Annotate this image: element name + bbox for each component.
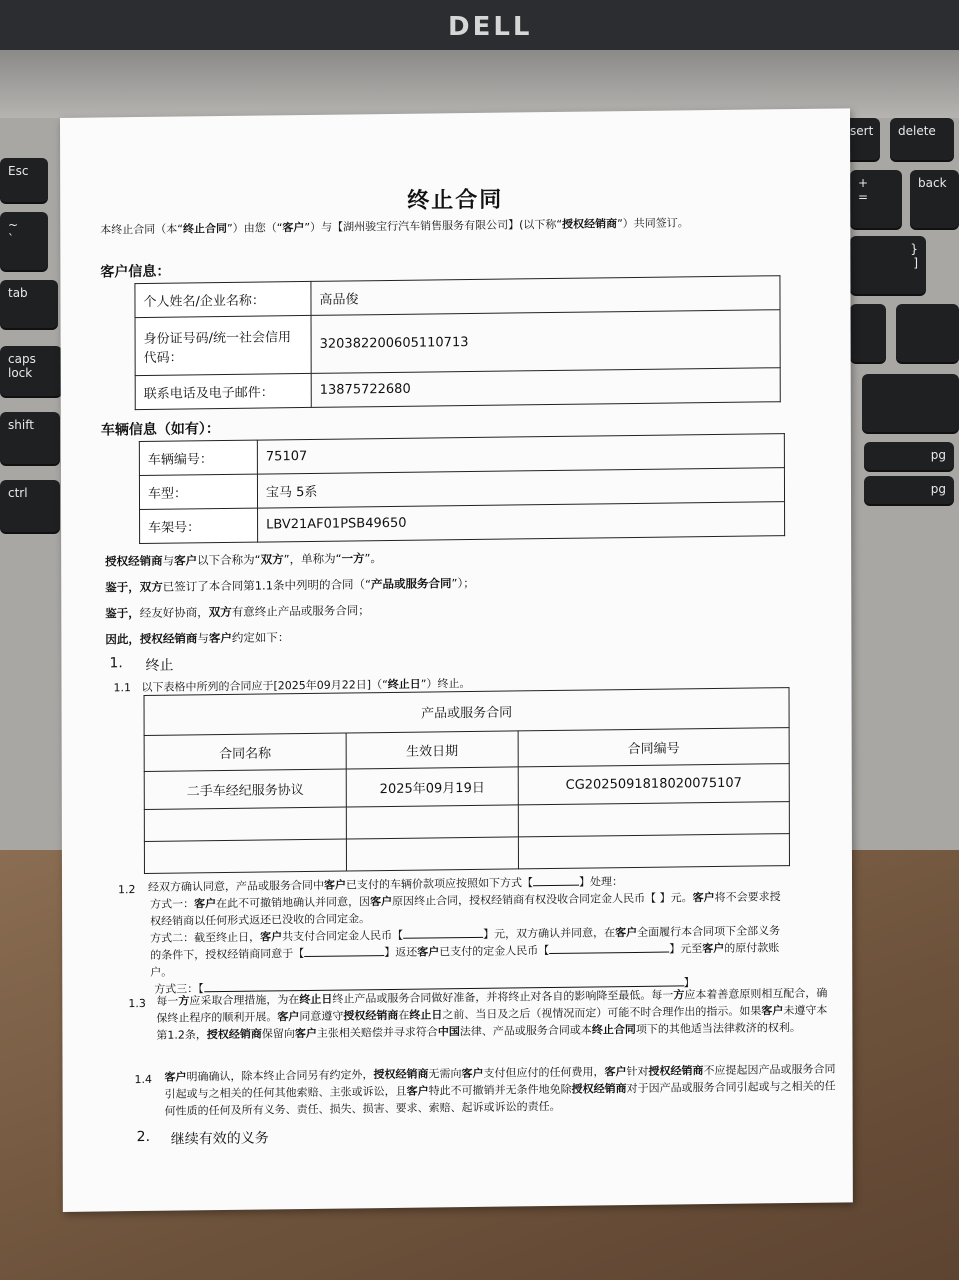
section-1-number: 1. (109, 655, 123, 672)
page-down-key: pg (864, 476, 954, 504)
table-cell (518, 834, 789, 869)
clause-1-4-text: 客户明确确认，除本终止合同另有约定外，授权经销商无需向客户支付但应付的任何费用，客户针对授权经销商不应提起因产品或服务合同引起或与之相关的任何其他索赔、主张或诉讼，且客户特此不可撤销并无条件地免除授权经销商对于因产品或服务合同引起或与之相关的任何性质的任何及所有义务、责任、损失、损害、要求、索赔、起诉或诉讼的责任。 (164, 1062, 836, 1118)
clause-1-2-line: 经双方确认同意，产品或服务合同中客户已支付的车辆价款项应按照如下方式【 】处理： (147, 875, 624, 894)
whereas-clause-2: 鉴于，经友好协商，双方有意终止产品或服务合同； (105, 603, 370, 621)
table-value-cell: LBV21AF01PSB49650 (258, 502, 785, 542)
table-value-cell: 320382200605110713 (311, 310, 780, 374)
table-row (144, 834, 789, 874)
clause-1-2-way-1: 方式一：客户在此不可撤销地确认并同意，因客户原因终止合同，授权经销商有权没收合同定金人民币【 】元。客户将不会要求授 权经销商以任何形式返还已没收的合同定金。 (150, 890, 781, 928)
table-cell: 2025年09月19日 (346, 767, 518, 807)
table-value-cell: 75107 (257, 434, 784, 474)
table-label-cell: 车型： (139, 474, 257, 509)
clause-1-3-number: 1.3 (128, 996, 146, 1011)
table-label-cell: 车辆编号： (139, 440, 257, 475)
parties-definition: 授权经销商与客户以下合称为“双方”，单称为“一方”。 (105, 551, 383, 569)
laptop-screen-bezel (0, 0, 959, 50)
whereas-clause-1: 鉴于，双方已签订了本合同第1.1条中列明的合同（“产品或服务合同”）； (105, 575, 475, 595)
table-header-cell: 合同名称 (144, 733, 346, 771)
clause-1-2-way-2: 方式二：截至终止日，客户共支付合同定金人民币【 】元，双方确认并同意，在客户全面履行本合同项下全部义务 的条件下，授权经销商同意于【 】返还客户已支付的定金人民币【 】元至客户的原付款账 户。 (150, 924, 781, 979)
clause-1-2-number: 1.2 (118, 883, 136, 897)
esc-key: Esc (0, 158, 48, 202)
section-2-number: 2. (136, 1128, 151, 1146)
ctrl-key: ctrl (0, 480, 60, 532)
customer-info-table (134, 275, 780, 410)
plus-equals-key: + = (850, 170, 902, 228)
shift-right-key (862, 374, 959, 432)
table-label-cell: 身份证号码/统一社会信用代码： (135, 315, 311, 375)
table-cell (144, 839, 346, 873)
clause-1-2-way-3: 方式三：【 】 (154, 976, 695, 996)
vehicle-info-heading: 车辆信息（如有）： (100, 421, 220, 439)
table-caption-cell: 产品或服务合同 (144, 688, 789, 736)
delete-key: delete (890, 118, 954, 160)
page-up-key: pg (864, 442, 954, 470)
section-1-title: 终止 (145, 657, 174, 674)
table-label-cell: 车架号： (140, 508, 258, 543)
vehicle-info-table (139, 433, 785, 544)
clause-1-1-text: 以下表格中所列的合同应于[2025年09月22日]（“终止日”）终止。 (141, 676, 471, 695)
section-2-title: 继续有效的义务 (170, 1130, 269, 1148)
intro-paragraph: 本终止合同（本“终止合同”）由您（“客户”）与【湖州骏宝行汽车销售服务有限公司】(以下称“授权经销商”）共同签订。 (100, 216, 689, 237)
table-value-cell: 高品俊 (311, 276, 780, 316)
table-value-cell: 13875722680 (311, 368, 780, 408)
clause-1-2-text (148, 870, 838, 997)
bracket-key: } ] (850, 236, 926, 294)
clause-1-1-number: 1.1 (113, 681, 132, 695)
customer-info-heading: 客户信息： (100, 263, 171, 281)
clause-1-3-text: 每一方应采取合理措施，为在终止日终止产品或服务合同做好准备，并将终止对各自的影响降至最低。每一方应本着善意原则相互配合，确保终止程序的顺利开展。客户同意遵守授权经销商在终止日之前、当日及之后（视情况而定）可能不时合理作出的指示。如果客户未遵守本第1.2条，授权经销商保留向客户主张相关赔偿并寻求符合中国法律、产品或服务合同或本终止合同项下的其他适当法律救济的权利。 (156, 986, 828, 1042)
therefore-clause: 因此，授权经销商与客户约定如下： (105, 630, 290, 647)
table-cell (346, 805, 518, 839)
contracts-table (144, 687, 790, 874)
table-cell: CG2025091818020075107 (518, 764, 789, 805)
enter-key-top (896, 304, 959, 362)
table-cell (518, 802, 789, 837)
insert-key: sert (842, 118, 880, 160)
clause-1-4-number: 1.4 (134, 1072, 153, 1087)
semicolon-key (850, 304, 886, 362)
caps-lock-key: caps lock (0, 346, 62, 396)
tab-key: tab (0, 280, 58, 328)
table-header-cell: 生效日期 (346, 731, 518, 769)
table-row (135, 368, 780, 410)
table-row (135, 310, 780, 376)
backspace-key: back (910, 170, 959, 228)
dell-logo: DELL (448, 12, 533, 42)
table-row (140, 502, 785, 544)
table-header-cell: 合同编号 (518, 728, 789, 767)
table-value-cell: 宝马 5系 (257, 468, 784, 508)
table-cell: 二手车经纪服务协议 (144, 769, 346, 809)
termination-contract-paper (60, 108, 853, 1212)
tilde-key: ~ ` (0, 212, 48, 270)
table-label-cell: 个人姓名/企业名称： (135, 281, 311, 317)
table-label-cell: 联系电话及电子邮件： (135, 373, 311, 409)
document-title: 终止合同 (407, 187, 504, 214)
table-cell (144, 807, 346, 841)
table-cell (346, 837, 518, 871)
shift-key: shift (0, 412, 60, 464)
